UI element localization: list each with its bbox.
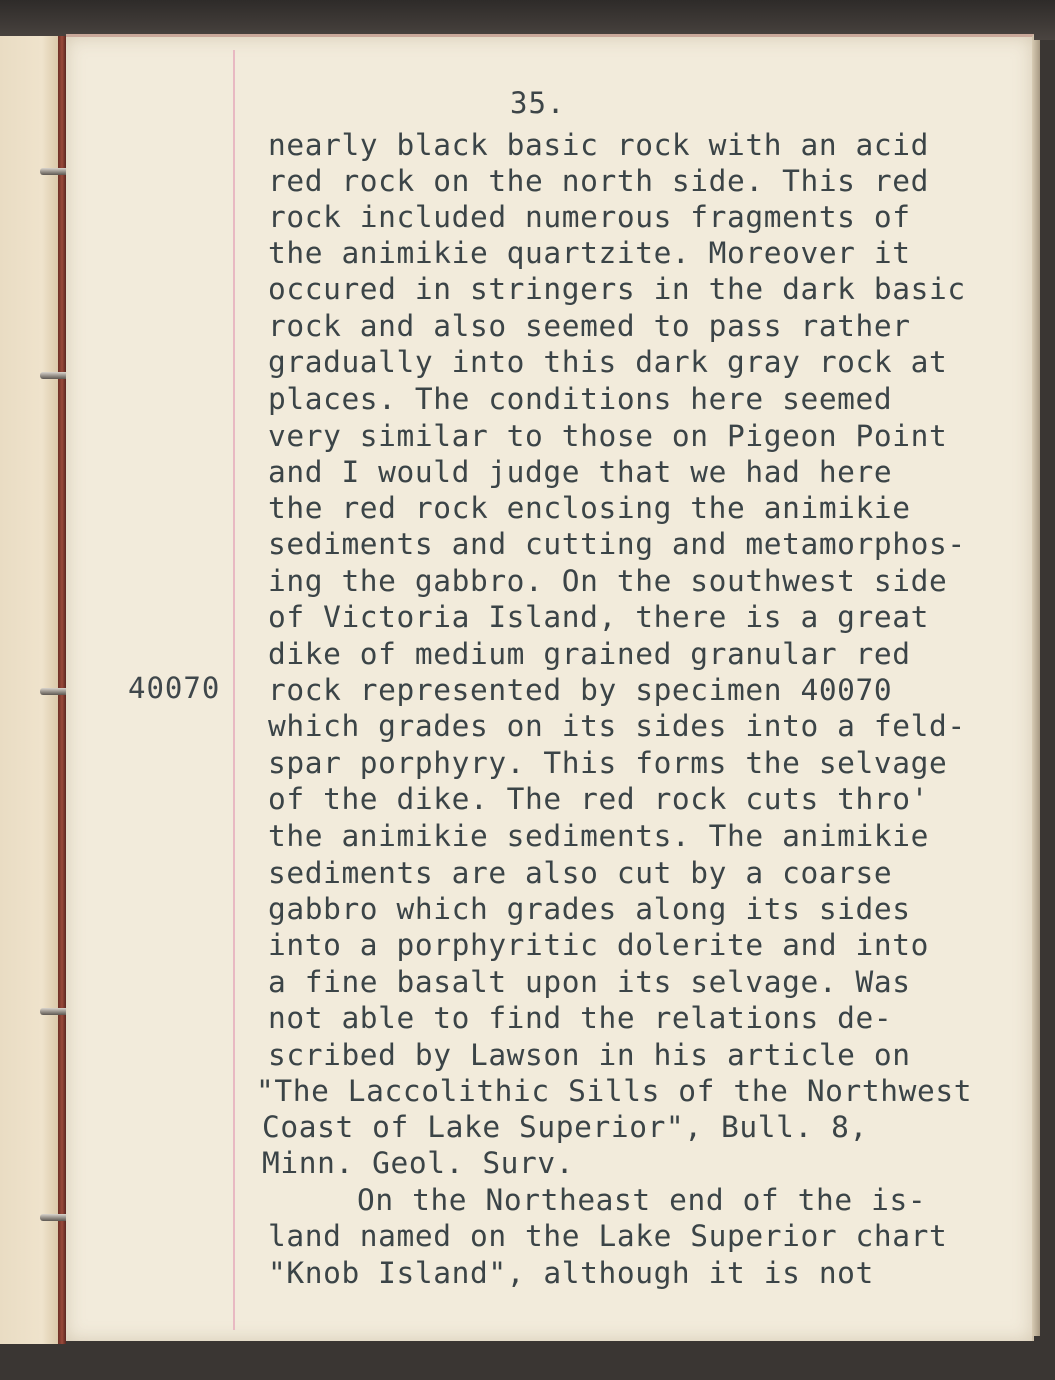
- text-line: red rock on the north side. This red: [268, 164, 929, 198]
- text-line: "The Laccolithic Sills of the Northwest: [256, 1074, 973, 1108]
- text-line: ing the gabbro. On the southwest side: [268, 564, 948, 598]
- text-line: places. The conditions here seemed: [268, 382, 893, 416]
- text-line: nearly black basic rock with an acid: [268, 128, 929, 162]
- text-line: not able to find the relations de-: [268, 1001, 893, 1035]
- text-line: of Victoria Island, there is a great: [268, 600, 929, 634]
- text-line: the red rock enclosing the animikie: [268, 491, 911, 525]
- text-line: which grades on its sides into a feld-: [268, 709, 966, 743]
- text-line: occured in stringers in the dark basic: [268, 272, 966, 306]
- page-stack-edge: [1032, 40, 1040, 1336]
- text-line: spar porphyry. This forms the selvage: [268, 746, 948, 780]
- text-line: the animikie quartzite. Moreover it: [268, 236, 911, 270]
- text-line: rock included numerous fragments of: [268, 200, 911, 234]
- text-line: of the dike. The red rock cuts thro': [268, 782, 929, 816]
- text-line: Minn. Geol. Surv.: [262, 1146, 575, 1180]
- text-line: gradually into this dark gray rock at: [268, 345, 948, 379]
- text-line: a fine basalt upon its selvage. Was: [268, 965, 911, 999]
- text-line: "Knob Island", although it is not: [268, 1256, 874, 1290]
- text-line: rock and also seemed to pass rather: [268, 309, 911, 343]
- text-line: gabbro which grades along its sides: [268, 892, 911, 926]
- text-line: rock represented by specimen 40070: [268, 673, 893, 707]
- text-line: Coast of Lake Superior", Bull. 8,: [262, 1110, 868, 1144]
- text-line: the animikie sediments. The animikie: [268, 819, 929, 853]
- text-line: into a porphyritic dolerite and into: [268, 928, 929, 962]
- page-number: 35.: [510, 86, 566, 120]
- text-line: dike of medium grained granular red: [268, 637, 911, 671]
- text-line: sediments are also cut by a coarse: [268, 856, 893, 890]
- text-line: and I would judge that we had here: [268, 455, 893, 489]
- margin-specimen-number: 40070: [128, 671, 221, 705]
- margin-rule: [233, 50, 235, 1330]
- text-line: sediments and cutting and metamorphos-: [268, 527, 966, 561]
- text-line: land named on the Lake Superior chart: [268, 1219, 948, 1253]
- text-line: On the Northeast end of the is-: [357, 1183, 927, 1217]
- text-line: scribed by Lawson in his article on: [268, 1038, 911, 1072]
- text-line: very similar to those on Pigeon Point: [268, 419, 948, 453]
